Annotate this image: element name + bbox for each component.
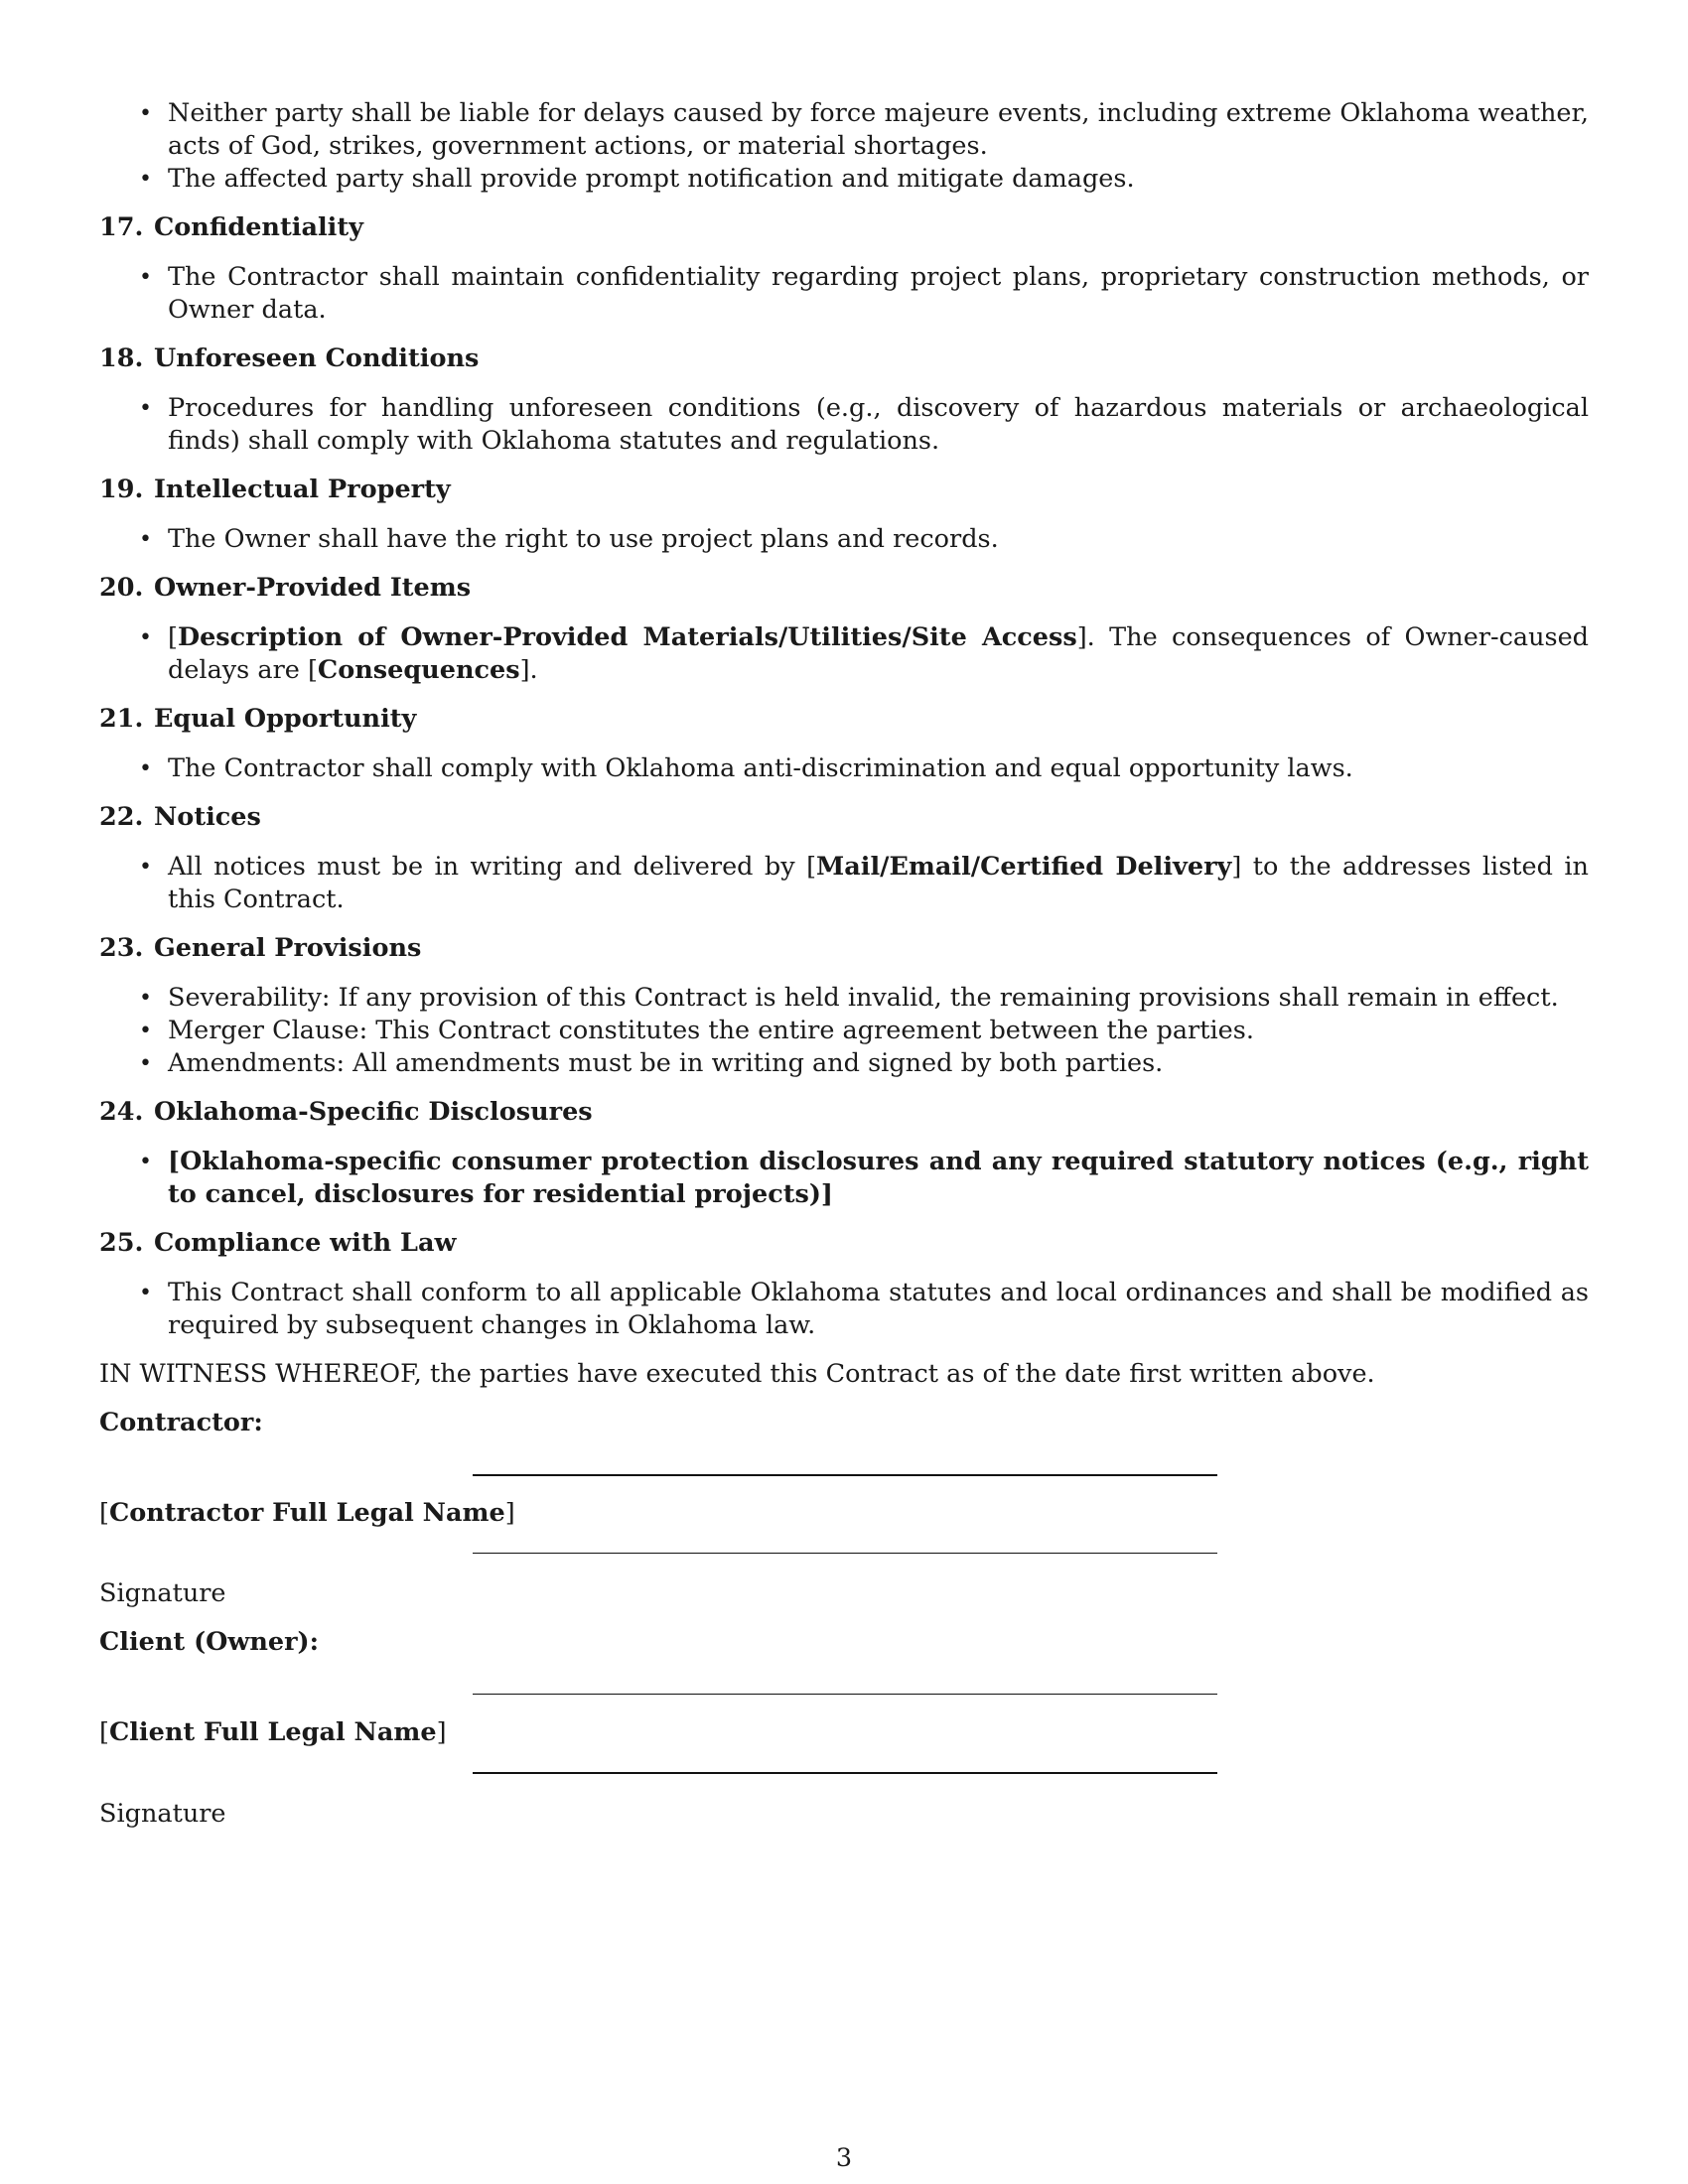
section-20-bullets bbox=[99, 621, 1589, 687]
client-name-line bbox=[473, 1694, 1217, 1695]
list-item: • The affected party shall provide prompt notification and mitigate damages. bbox=[99, 163, 1589, 196]
contract-page bbox=[99, 97, 1589, 1831]
contractor-name-placeholder: [Contractor Full Legal Name] bbox=[99, 1498, 515, 1528]
force-majeure-bullets bbox=[99, 97, 1589, 196]
section-18-bullets bbox=[99, 392, 1589, 458]
contractor-signature-caption: Signature bbox=[99, 1578, 226, 1608]
list-item: • Severability: If any provision of this Contract is held invalid, the remaining provisions shall remain in effect. bbox=[99, 982, 1589, 1015]
section-21-bullets bbox=[99, 752, 1589, 785]
placeholder-delivery-method: Mail/Email/Certified Delivery bbox=[816, 852, 1232, 882]
section-25-bullets bbox=[99, 1277, 1589, 1342]
list-item: • The Contractor shall comply with Oklahoma anti-discrimination and equal opportunity laws. bbox=[99, 752, 1589, 785]
client-label: Client (Owner): bbox=[99, 1627, 319, 1657]
section-24-heading: 24. Oklahoma-Specific Disclosures bbox=[99, 1097, 593, 1127]
contractor-label: Contractor: bbox=[99, 1408, 263, 1437]
list-item: • The Contractor shall maintain confidentiality regarding project plans, proprietary construction methods, or Owner data. bbox=[99, 261, 1589, 327]
client-signature-line[interactable] bbox=[473, 1772, 1217, 1774]
section-17-heading: 17. Confidentiality bbox=[99, 212, 363, 242]
list-item: • Procedures for handling unforeseen conditions (e.g., discovery of hazardous materials or archaeological finds) shall comply with Oklahoma statutes and regulations. bbox=[99, 392, 1589, 458]
list-item: • [Description of Owner-Provided Materials/Utilities/Site Access]. The consequences of Owner-caused delays are [Consequences]. bbox=[99, 621, 1589, 687]
section-25-heading: 25. Compliance with Law bbox=[99, 1228, 457, 1258]
client-name-placeholder: [Client Full Legal Name] bbox=[99, 1717, 447, 1747]
witness-statement: IN WITNESS WHEREOF, the parties have executed this Contract as of the date first written above. bbox=[99, 1359, 1375, 1389]
list-item: • Merger Clause: This Contract constitutes the entire agreement between the parties. bbox=[99, 1015, 1589, 1047]
placeholder-consequences: Consequences bbox=[317, 655, 520, 685]
list-item: • All notices must be in writing and delivered by [Mail/Email/Certified Delivery] to the addresses listed in this Contract. bbox=[99, 851, 1589, 916]
list-item: • This Contract shall conform to all applicable Oklahoma statutes and local ordinances and shall be modified as required by subsequent changes in Oklahoma law. bbox=[99, 1277, 1589, 1342]
list-item: • The Owner shall have the right to use project plans and records. bbox=[99, 523, 1589, 556]
section-20-heading: 20. Owner-Provided Items bbox=[99, 573, 472, 603]
section-18-heading: 18. Unforeseen Conditions bbox=[99, 343, 480, 373]
client-signature-caption: Signature bbox=[99, 1799, 226, 1829]
list-item: • Neither party shall be liable for delays caused by force majeure events, including extreme Oklahoma weather, acts of God, strikes, government actions, or material shortages. bbox=[99, 97, 1589, 163]
contractor-name-line bbox=[473, 1474, 1217, 1476]
section-22-bullets bbox=[99, 851, 1589, 916]
list-item: • Amendments: All amendments must be in writing and signed by both parties. bbox=[99, 1047, 1589, 1080]
contractor-signature-line[interactable] bbox=[473, 1553, 1217, 1554]
section-19-bullets bbox=[99, 523, 1589, 556]
list-item: • [Oklahoma-specific consumer protection disclosures and any required statutory notices (e.g., right to cancel, disclosures for residential projects)] bbox=[99, 1146, 1589, 1211]
page-number: 3 bbox=[835, 2143, 853, 2173]
section-21-heading: 21. Equal Opportunity bbox=[99, 704, 417, 734]
section-19-heading: 19. Intellectual Property bbox=[99, 475, 451, 504]
section-22-heading: 22. Notices bbox=[99, 802, 261, 832]
section-23-heading: 23. General Provisions bbox=[99, 933, 422, 963]
placeholder-owner-provided: Description of Owner-Provided Materials/Utilities/Site Access bbox=[177, 622, 1077, 652]
section-17-bullets bbox=[99, 261, 1589, 327]
section-23-bullets bbox=[99, 982, 1589, 1080]
section-24-bullets bbox=[99, 1146, 1589, 1211]
